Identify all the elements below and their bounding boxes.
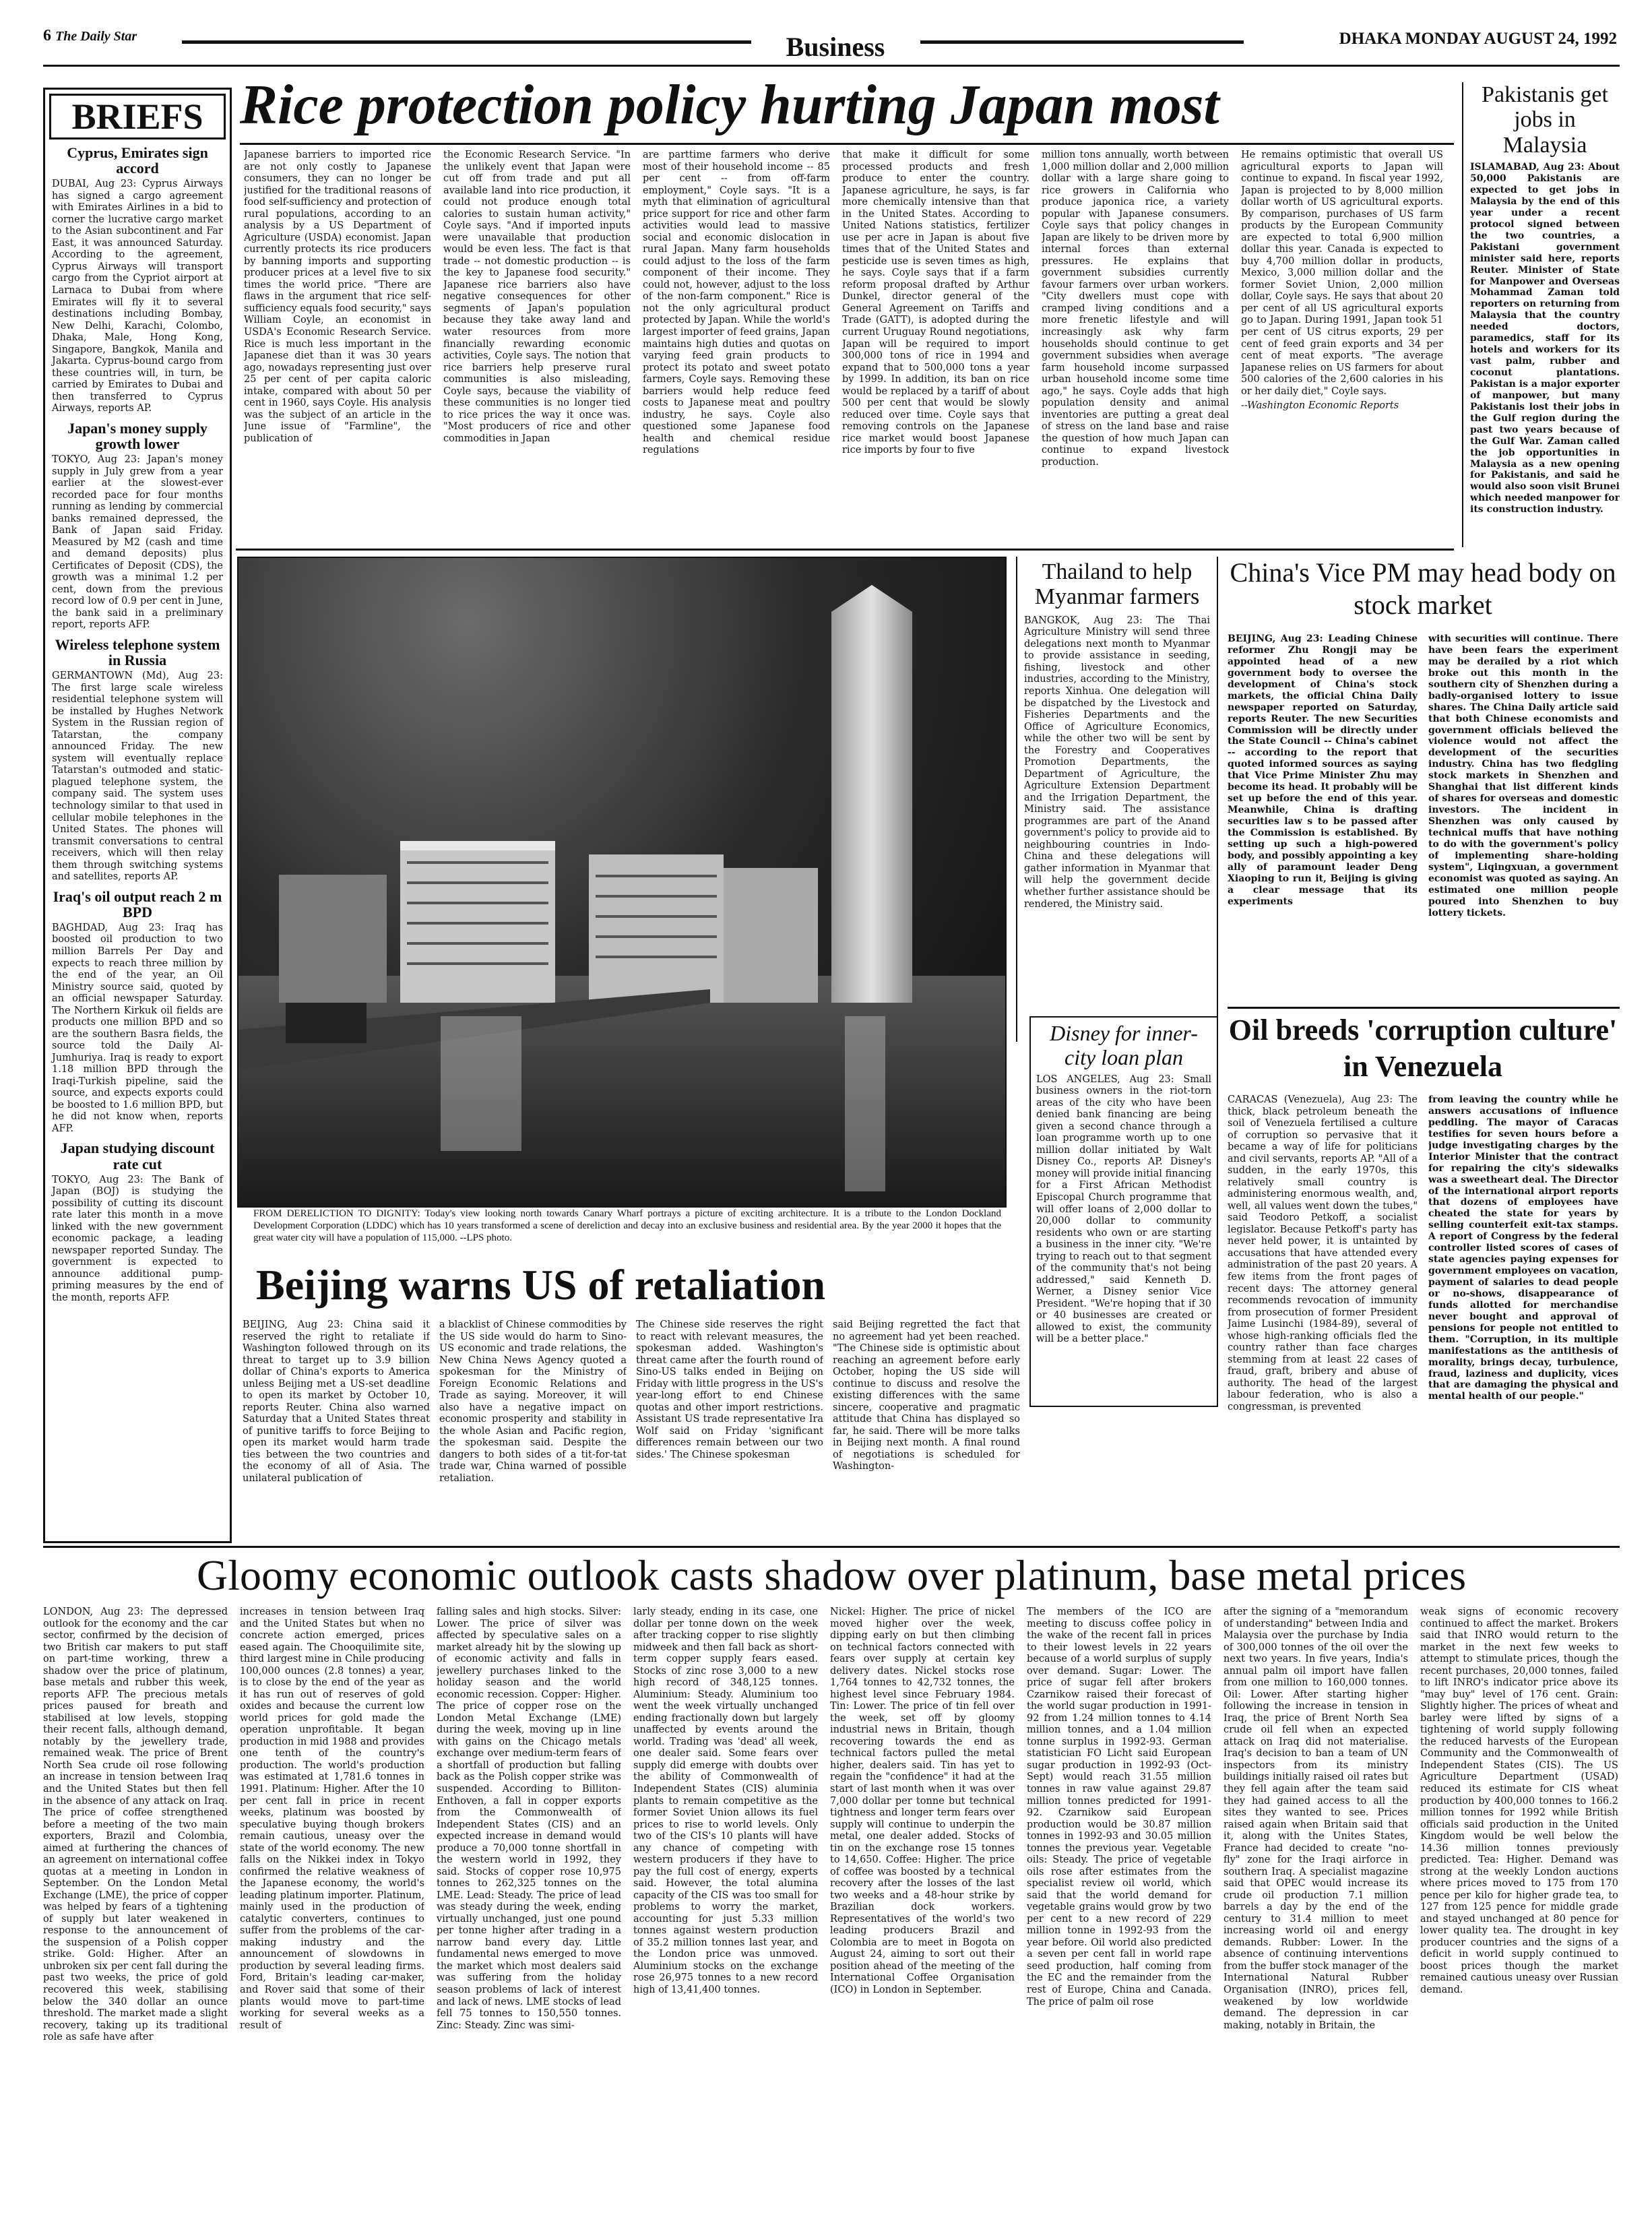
venezuela-headline: Oil breeds 'corruption culture' in Venezuela: [1228, 1013, 1618, 1083]
photo-credit: --LPS photo.: [459, 1233, 512, 1243]
china-headline: China's Vice PM may head body on stock market: [1230, 557, 1616, 620]
china-column: BEIJING, Aug 23: Leading Chinese reformer Zhu Rongji may be appointed head of a new government body to oversee the development of China's stock markets, the official China Daily newspaper reported on Saturday, reports Reuter. The new Securities Commission will be directly under the State Council -- China's cabinet -- according to the report that quoted informed sources as saying that Vice Prime Minister Zhu may become its head. It probably will be set up before the end of this year. Meanwhile, China is drafting securities law s to be passed after the Commission is established. By setting up such a high-powered body, and possibly appointing a key ally of paramount leader Deng Xiaoping to run it, Beijing is giving a clear message that its experiments: [1228, 633, 1418, 907]
brief-body: BAGHDAD, Aug 23: Iraq has boosted oil production to two million Barrels Per Day and expects to reach three million by the end of the year, an Oil Ministry source said, quoted by an official newspaper Saturday. The Northern Kirkuk oil fields are products one million BPD and so are the southern Basra fields, the source told the Daily Al-Jumhuriya. Iraq is ready to export 1.18 million BPD through the Iraqi-Turkish pipeline, said the source, and expects exports could be boosted to 1.6 million BPD, but he did not know when, reports AFP.: [52, 922, 223, 1134]
rice-column: Japanese barriers to imported rice are not only costly to Japanese consumers, they can no longer be justified for the traditional reasons of food self-sufficiency and protection of rural populations, according to an analysis by a US Department of Agriculture (USDA) economist. Japan currently protects its rice producers by banning imports and supporting producer prices at a level five to six times the world price. "There are flaws in the argument that rice self-sufficiency equals food security," says William Coyle, an economist in USDA's Economic Research Service. Rice is much less important in the Japanese diet than it was 30 years ago, nowadays representing just over 25 per cent of per capita caloric intake, compared with about 50 per cent in 1960, says Coyle. His analysis was the subject of an article in the June issue of "Farmline", the publication of: [244, 150, 431, 444]
dateline: DHAKA MONDAY AUGUST 24, 1992: [1339, 30, 1617, 48]
rice-column: the Economic Research Service. "In the unlikely event that Japan were cut off from trade and put all available land into rice production, it could not produce enough total calories to sustain human activity," Coyle says. "And if imported inputs were unavailable that production would be even less. The fact is that trade -- not domestic production -- is the key to Japanese food security." Japanese rice barriers also have negative consequences for other segments of Japan's population because they take away land and water resources from more financially rewarding economic activities, Coyle says. The notion that rice barriers help preserve rural communities is also misleading, Coyle says, because the viability of these communities is no longer tied to rice prices the way it once was. "Most producers of rice and other commodities in Japan: [443, 150, 631, 444]
beijing-column: a blacklist of Chinese commodities by the US side would do harm to Sino-US economic and trade relations, the New China News Agency quoted a spokesman for the Ministry of Foreign Economic Relations and Trade as saying. Moreover, it will also have a negative impact on economic prosperity and stability in the whole Asian and Pacific region, the spokesman said. Despite the dangers to both sides of a tit-for-tat trade war, China warned of possible retaliation.: [439, 1319, 627, 1484]
beijing-column: said Beijing regretted the fact that no agreement had yet been reached. "The Chinese side is optimistic about reaching an agreement before early October, hoping the US side will continue to discuss and resolve the existing differences with the same sincere, cooperative and pragmatic attitude that China has displayed so far, he said. There will be more talks in Beijing next month. A final round of negotiations is scheduled for Washington-: [833, 1319, 1020, 1472]
rice-column: million tons annually, worth between 1,000 million dollar and 2,000 million dollar with a large share going to rice growers in California who produce japonica rice, a variety popular with Japanese consumers. Coyle says that policy changes in Japan are likely to be driven more by internal forces than external pressures. He explains that government subsidies currently favour farmers over urban workers. "City dwellers must cope with cramped living conditions and a more frenetic lifestyle and will increasingly ask why farm households should continue to get government subsidies when average farm household income surpassed urban household income some time ago," he says. Coyle adds that high population density and animal inventories are putting a great deal of stress on the land base and raise the question of how much Japan can continue to expand livestock production.: [1042, 150, 1229, 468]
thailand-story: [1016, 557, 1218, 1042]
brief-headline: Iraq's oil output reach 2 m BPD: [53, 887, 222, 921]
briefs-label: BRIEFS: [49, 94, 226, 139]
platinum-top-rule: [43, 1546, 1620, 1548]
venezuela-column: CARACAS (Venezuela), Aug 23: The thick, black petroleum beneath the soil of Venezuela fertilised a culture of corruption so pervasive that it became a way of life for politicians and civil servants, reports AP. "All of a sudden, in the early 1970s, this relatively small country is administering enormous wealth, and, well, all values went down the tubes," said Teodoro Petkoff, a socialist legislator. Because Petkoff's party has never held power, it is untainted by accusations that have attended every administration of the past 20 years. A few items from the front pages of recent days: The attorney general recommends revocation of immunity from prosecution of former President Jaime Lusinchi (1984-89), several of whose high-ranking officials fled the country rather than face charges stemming from at least 22 cases of fraud, graft, bribery and abuse of authority. The head of the largest labour federation, who is also a congressman, is prevented: [1228, 1094, 1418, 1412]
rice-bottom-rule: [236, 549, 1454, 551]
disney-story: [1029, 1016, 1218, 1407]
beijing-headline: Beijing warns US of retaliation: [256, 1261, 826, 1309]
rice-column: that make it difficult for some processed products and fresh produce to enter the country. Japanese agriculture, he says, is far more chemically intensive than that in the United States. According to United Nations statistics, fertilizer use per acre in Japan is about five times that of the United States and pesticide use is seven times as high, he says. Coyle says that if a farm reform proposal drafted by Arthur Dunkel, director general of the General Agreement on Tariffs and Trade (GATT), is adopted during the current Uruguay Round negotiations, Japan will be required to import 300,000 tons of rice in 1994 and expand that to 500,000 tons a year by 1999. In addition, its ban on rice would be replaced by a tariff of about 500 per cent that would be slowly reduced over time. Coyle says that removing controls on the Japanese rice market would boost Japanese rice imports by four to five: [842, 150, 1029, 456]
brief-headline: Japan studying discount rate cut: [60, 1140, 215, 1173]
page-number: 6: [43, 27, 51, 44]
paper-name: The Daily Star: [55, 29, 137, 44]
masthead-left: [43, 27, 178, 50]
platinum-column: after the signing of a "memorandum of understanding" between India and Malaysia over the purchase by India of 300,000 tonnes of the oil over the next two years. In five years, India's annual palm oil import have fallen from one million to 160,000 tonnes. Oil: Lower. After starting higher following the increase in tension in Iraq, the price of Brent North Sea crude oil fell when an expected attack on Iraq did not materialise. Iraq's decision to ban a team of UN inspectors from its ministry buildings initially raised oil rates but they fell again after the team said they had gained access to all the sites they wanted to see. Prices raised again when Britain said that it, along with the Unites States, France had decided to create "no-fly" zone for the Iraqi airforce in southern Iraq. A specialist magazine said that OPEC would increase its crude oil production 7.1 million barrels a day by the end of the century to 31.4 million to meet increasing world oil and energy demands. Rubber: Lower. In the absence of continuing interventions from the buffer stock manager of the International Natural Rubber Organisation (INRO), prices fell, weakened by low worldwide demand. The depression in car making, notably in Britain, the: [1224, 1606, 1408, 2031]
platinum-column: increases in tension between Iraq and the United States but when no concrete action emerged, prices eased again. The Chooquilimite site, third largest mine in Chile producing 100,000 ounces (2.8 tonnes) a year, is to close by the end of the year as it has run out of reserves of gold oxides and because the current low world prices for gold made the operation unprofitable. It began production in mid 1988 and provides one tenth of the country's production. The world's production was estimated at 1,781.6 tonnes in 1991. Platinum: Higher. After the 10 per cent fall in price in recent weeks, platinum was boosted by speculative buying though brokers remain cautious, uneasy over the state of the world economy. The new falls on the Nikkei index in Tokyo confirmed the relative weakness of the Japanese economy, the world's leading platinum importer. Platinum, mainly used in the production of catalytic converters, continues to suffer from the problems of the car-making industry and the announcement of slowdowns in production by several leading firms. Ford, Britain's leading car-maker, and Rover said that some of their plants would move to part-time working for several weeks as a result of: [240, 1606, 424, 2031]
canary-wharf-photo: [237, 557, 1007, 1208]
rice-column: [1241, 150, 1443, 546]
malaysia-headline: Pakistanis get jobs in Malaysia: [1482, 82, 1608, 158]
china-bottom-rule: [1228, 1007, 1620, 1009]
brief-body: TOKYO, Aug 23: Japan's money supply in July grew from a year earlier at the slowest-ever recorded pace for four months running as lending by commercial banks remained depressed, the Bank of Japan said Friday. Measured by M2 (cash and time and demand deposits) plus Certificates of Deposit (CDS), the growth was a minimal 1.2 per cent, down from the previous record low of 0.9 per cent in June, the bank said in a preliminary report, reports AFP.: [52, 454, 223, 631]
thailand-headline: Thailand to help Myanmar farmers: [1034, 559, 1200, 610]
platinum-headline: Gloomy economic outlook casts shadow over platinum, base metal prices: [197, 1551, 1466, 1599]
platinum-column: falling sales and high stocks. Silver: Lower. The price of silver was affected by speculative sales on a market already hit by the slowing up of economic activity and falls in jewellery purchases linked to the holiday season and the world economic recession. Copper: Higher. The price of copper rose on the London Metal Exchange (LME) during the week, moving up in line with gains on the Chicago metals exchange over medium-term fears of a shortfall of production but falling back as the Polish copper strike was suspended. According to Billiton-Enthoven, a fall in copper exports from the Commonwealth of Independent States (CIS) and an expected increase in demand would produce a 70,000 tonne shortfall in the western world in 1992, they said. Stocks of copper rose 10,975 tonnes to 262,325 tonnes on the LME. Lead: Steady. The price of lead was steady during the week, ending virtually unchanged, just one pound per tonne higher after trading in a narrow band every day. Little fundamental news emerged to move the market which most dealers said was suffering from the holiday season problems of lack of interest and lack of news. LME stocks of lead fell 75 tonnes to 150,550 tonnes. Zinc: Steady. Zinc was simi-: [437, 1606, 621, 2031]
brief-body: DUBAI, Aug 23: Cyprus Airways has signed a cargo agreement with Emirates Airlines in a bid to corner the lucrative cargo market to the Asian subcontinent and Far East, it was announced Saturday. According to the agreement, Cyprus Airways will transport cargo from the Cypriot airport at Larnaca to Dubai from where Emirates will fly it to several destinations including Bombay, New Delhi, Karachi, Colombo, Dhaka, Male, Hong Kong, Singapore, Bangkok, Manila and Jakarta. Cyprus-bound cargo from these countries will, in turn, be carried by Emirates to Dubai and then transferred to Cyprus Airways, reports AP.: [52, 179, 223, 414]
platinum-column: LONDON, Aug 23: The depressed outlook for the economy and the car sector, confirmed by the decision of two British car makers to put staff on part-time working, threw a shadow over the price of platinum, base metals and rubber this week, reports AFP. The precious metals prices paused for breath and stabilised at low levels, stopping their recent falls, although demand, notably by the jewellery trade, remained weak. The price of Brent North Sea crude oil rose following an increase in tension between Iraq and the United States but then fell in the absence of any attack on Iraq. The price of coffee strengthened before a meeting of the two main exporters, Brazil and Colombia, aimed at furthering the chances of an agreement on international coffee quotas at a meeting in London in September. On the London Metal Exchange (LME), the price of copper was helped by fears of a tightening of supply but later weakened in response to the announcement of the suspension of a Polish copper strike. Gold: Higher. After an unbroken six per cent fall during the past two weeks, the price of gold recovered this week, stabilising below the 340 dollar an ounce threshold. The market made a slight recovery, taking up its traditional role as safe have after: [43, 1606, 228, 2043]
rice-headline: Rice protection policy hurting Japan most: [240, 74, 1219, 136]
platinum-column: weak signs of economic recovery continued to affect the market. Brokers said that INRO would return to the market in the next few weeks to attempt to stimulate prices, though the recent purchases, 20,000 tonnes, failed to lift INRO's indicator price above its "may buy" level of 176 cent. Grain: Slightly higher. The prices of wheat and barley were lifted by signs of a tightening of world supply following the reduced harvests of the European Community and the Commonwealth of Independent States (CIS). The US Agriculture Department (USAD) reduced its estimate for CIS wheat production by 400,000 tonnes to 166.2 million tonnes for 1992 while British officials said production in the United Kingdom would be well below the 14.36 million tonnes previously predicted. Tea: Higher. Demand was strong at the weekly London auctions where prices moved to 175 from 170 pence per kilo for higher grade tea, to 127 from 125 pence for middle grade and stayed unchanged at 80 pence for lower quality tea. The drought in key producer countries and the signs of a deficit in world supply continued to boost prices though the market remained cautious uneasy over Russian demand.: [1420, 1606, 1618, 1995]
brief-headline: Japan's money supply growth lower: [67, 419, 208, 452]
photo-illustration: [239, 558, 1005, 1206]
photo-caption-block: [253, 1208, 1001, 1259]
thailand-body: BANGKOK, Aug 23: The Thai Agriculture Ministry will send three delegations next month to Myanmar to provide assistance in seeding, fishing, livestock and other industries, according to the Ministry, reports Xinhua. One delegation will be dispatched by the Livestock and Fisheries Departments and the Office of Agriculture Economics, while the other two will be sent by the Forestry and Cooperatives Promotion Departments, the Department of Agriculture, the Agriculture Extension Department and the Irrigation Department, the Ministry said. The assistance programmes are part of the Anand government's policy to provide aid to neighbouring countries in Indo-China and these delegations will gather information in Myanmar that will help the government decide whether further assistance should be rendered, the Ministry said.: [1024, 615, 1210, 910]
masthead-bottom-rule: [43, 65, 1620, 67]
brief-body: GERMANTOWN (Md), Aug 23: The first large scale wireless residential telephone system will be installed by Hughes Network System in the Russian region of Tatarstan, the company announced Friday. The new system will eventually replace Tatarstan's outmoded and static-plagued telephone system, the company said. The system uses technology similar to that used in cellular mobile telephones in the United States. The phones will transmit conversations to central receivers, which will then relay them through switching systems and satellites, reports AP.: [52, 670, 223, 883]
briefs-column: [43, 88, 232, 1543]
photo-caption: FROM DERELICTION TO DIGNITY: Today's view looking north towards Canary Wharf portrays a picture of exciting architecture. It is a tribute to the London Dockland Development Corporation (LDDC) which has 10 years transformed a scene of dereliction and decay into an exclusive business and residential area. By the year 2000 it hopes that the great water city will have a population of 115,000.: [253, 1208, 1001, 1243]
beijing-column: The Chinese side reserves the right to react with relevant measures, the spokesman added. Washington's threat came after the fourth round of Sino-US talks ended in Beijing on Friday with little progress in the US's year-long effort to end Chinese quotas and other import restrictions. Assistant US trade representative Ira Wolf said on Friday 'significant differences remain between our two sides.' The Chinese spokesman: [636, 1319, 823, 1460]
brief-headline: Wireless telephone system in Russia: [55, 635, 220, 669]
venezuela-column: from leaving the country while he answers accusations of influence peddling. The mayor of Caracas testifies for seven hours before a judge investigating charges by the Interior Minister that the contract for repairing the city's sidewalks was a sweetheart deal. The Director of the international airport reports that dozens of employees have cheated the state for years by selling counterfeit exit-tax stamps. A report of Congress by the federal controller listed scores of cases of state agencies paying expenses for government employees on vacation, payment of salaries to dead people or no-shows, disappearance of funds allotted for merchandise never bought and approval of pensions for people not entitled to them. "Corruption, in its multiple manifestations as the antithesis of morality, brings decay, turbulence, fraud, laziness and duplicity, vices that are damaging the physical and mental health of our people.": [1428, 1094, 1618, 1402]
platinum-column: larly steady, ending in its case, one dollar per tonne down on the week after tracking copper to rise slightly midweek and then fall back as short-term copper supply fears eased. Stocks of zinc rose 3,000 to a new high record of 348,125 tonnes. Aluminium: Steady. Aluminium too went the week virtually unchanged ending fractionally down but largely unaffected by events around the world. Trading was 'dead' all week, one dealer said. Some fears over supply did emerge with doubts over the ability of Commonwealth of Independent States (CIS) aluminia plants to remain competitive as the former Soviet Union allows its fuel prices to rise to world levels. Only two of the CIS's 10 plants will have any chance of competing with western producers if they have to pay the full cost of energy, experts said. However, the total alumina capacity of the CIS was too small for problems to worry the market, accounting for just 5.33 million tonnes against western production of 35.2 million tonnes last year, and the London price was unmoved. Aluminium stocks on the exchange rose 26,975 tonnes to a new record high of 13,41,400 tonnes.: [633, 1606, 818, 1995]
malaysia-body: ISLAMABAD, Aug 23: About 50,000 Pakistanis are expected to get jobs in Malaysia by the end of this year under a recent protocol signed between the two countries, a Pakistani government minister said here, reports Reuter. Minister of State for Manpower and Overseas Mohammad Zaman told reporters on returning from Malaysia that the country needed doctors, paramedics, staff for its hotels and workers for its vast palm, rubber and coconut plantations. Pakistan is a major exporter of manpower, but many Pakistanis lost their jobs in the Gulf region during the past two years because of the Gulf War. Zaman called the job opportunities in Malaysia as a new opening for Pakistanis, and said he would also soon visit Brunei which needed manpower for its construction industry.: [1470, 162, 1620, 516]
china-column: with securities will continue. There have been fears the experiment may be derailed by a riot which broke out this month in the southern city of Shenzhen during a badly-organised lottery to issue shares. The China Daily article said that both Chinese economists and government officials believed the violence would not affect the development of the securities industry. China has two fledgling stock markets in Shenzhen and Shanghai that list different kinds of shares for overseas and domestic investors. The incident in Shenzhen was only caused by technical muffs that have nothing to do with the government's policy of implementing share-holding system", Liqingxuan, a government economist was quoted as saying. An estimated one million people poured into Shenzhen to buy lottery tickets.: [1428, 633, 1618, 918]
section-title: Business: [786, 32, 885, 61]
platinum-column: The members of the ICO are meeting to discuss coffee policy in the wake of the recent fall in prices to their lowest levels in 22 years because of a world surplus of supply over demand. Sugar: Lower. The price of sugar fell after brokers Czarnikow raised their forecast of the world sugar production in 1991-92 from 1.24 million tonnes to 4.14 million tonnes, and a 1.04 million tonne surplus in 1992-93. German statistician FO Licht said European sugar production in 1992-93 (Oct-Sept) would reach 31.55 million tonnes in raw value against 29.87 million tonnes predicted for 1991-92. Czarnikow said European production would be 30.87 million tonnes in 1992-93 and 30.05 million tonnes the previous year. Vegetable oils: Steady. The price of vegetable oils rose after estimates from the specialist review oil world, which said that the world demand for vegetable grains would grow by two per cent to a new record of 229 million tonne in 1992-93 from the year before. Oil world also predicted a seven per cent fall in world rape seed production, half coming from the EC and the remainder from the rest of Europe, China and Canada. The price of palm oil rose: [1027, 1606, 1211, 2007]
rice-byline: --Washington Economic Reports: [1241, 400, 1399, 412]
masthead-rule-right: [920, 40, 1244, 44]
brief-body: TOKYO, Aug 23: The Bank of Japan (BOJ) is studying the possibility of cutting its discount rate later this month in a move linked with the new government economic package, a leading newspaper reported Sunday. The government is expected to announce additional pump-priming measures by the end of the month, reports AFP.: [52, 1174, 223, 1303]
disney-body: LOS ANGELES, Aug 23: Small business owners in the riot-torn areas of the city who have been denied bank financing are being given a second chance through a loan programme worth up to one million dollar initiated by Walt Disney Co., reports AP. Disney's money will provide initial financing for a First African Methodist Episcopal Church programme that will offer loans of 2,000 dollar to 20,000 dollar to community residents who own or are starting a business in the inner city. "We're trying to reach out to that segment of the community that's not being addressed," said Kenneth D. Werner, a Disney senior Vice President. "We're hoping that if 30 or 40 businesses are created or allowed to exist, the community will be a better place.": [1036, 1073, 1211, 1345]
malaysia-story: [1462, 82, 1620, 547]
rice-rule: [240, 143, 1454, 145]
rice-column: are parttime farmers who derive most of their household income -- 85 per cent -- from off-farm employment," Coyle says. "It is a myth that elimination of agricultural price support for rice and other farm activities would lead to massive social and economic dislocation in rural Japan. Many farm households could adjust to the loss of the farm component of their income. They could not, however, adjust to the loss of the non-farm component." Rice is not the only agricultural product protected by Japan. While the world's largest importer of feed grains, Japan maintains high duties and quotas on varying feed grain products to protect its potato and sweet potato farmers, Coyle says. Removing these barriers would help reduce feed costs to Japanese meat and poultry industry, he says. Coyle also questioned some Japanese food health and chemical residue regulations: [643, 150, 830, 456]
brief-headline: Cyprus, Emirates sign accord: [67, 144, 208, 177]
beijing-column: BEIJING, Aug 23: China said it reserved the right to retaliate if Washington followed through on its threat to target up to 3.9 billion dollar of China's exports to America unless Beijing met a US-set deadline to open its market by October 10, reports Reuter. China also warned Saturday that a United States threat of punitive tariffs to force Beijing to open its market would harm trade ties between the two countries and the economy of all of Asia. The unilateral publication of: [243, 1319, 430, 1484]
rice-column-text: He remains optimistic that overall US agricultural exports to Japan will continue to expand. In fiscal year 1992, Japan is projected to by 8,000 million dollar worth of US agricultural exports. By comparison, purchases of US farm products by the European Community are expected to total 6,900 million dollar this year. Canada is expected to buy 4,700 million dollar in products, Mexico, 3,000 million dollar and the former Soviet Union, 2,000 million dollar, Coyle says. He says that about 20 per cent of all US agricultural exports go to Japan. During 1991, Japan took 51 per cent of US citrus exports, 29 per cent of feed grain exports and 34 per cent of meat exports. "The average Japanese relies on US farmers for about 500 calories of the 2,600 calories in his or her daily diet," Coyle says.: [1241, 150, 1443, 397]
platinum-column: Nickel: Higher. The price of nickel moved higher over the week, dipping early on but then climbing on technical factors connected with fears over supply at certain key delivery dates. Nickel stocks rose 1,764 tonnes to 42,732 tonnes, the highest level since February 1984. Tin: Lower. The price of tin fell over the week, set off by gloomy industrial news in Britain, though recovering towards the end as technical factors pulled the metal higher, dealers said. Tin has yet to regain the "confidence" it had at the start of last month when it was over 7,000 dollar per tonne but technical tightness and longer term fears over supply will continue to underpin the metal, one dealer added. Stocks of tin on the exchange rose 15 tonnes to 14,650. Coffee: Higher. The price of coffee was boosted by a technical recovery after the losses of the last two weeks and a 48-hour strike by Brazilian dock workers. Representatives of the world's two leading producers Brazil and Colombia are to meet in Bogota on August 24, aiming to sort out their position ahead of the meeting of the International Coffee Organisation (ICO) in London in September.: [830, 1606, 1015, 1995]
disney-headline: Disney for inner-city loan plan: [1050, 1021, 1198, 1069]
masthead-rule-left: [182, 40, 751, 44]
